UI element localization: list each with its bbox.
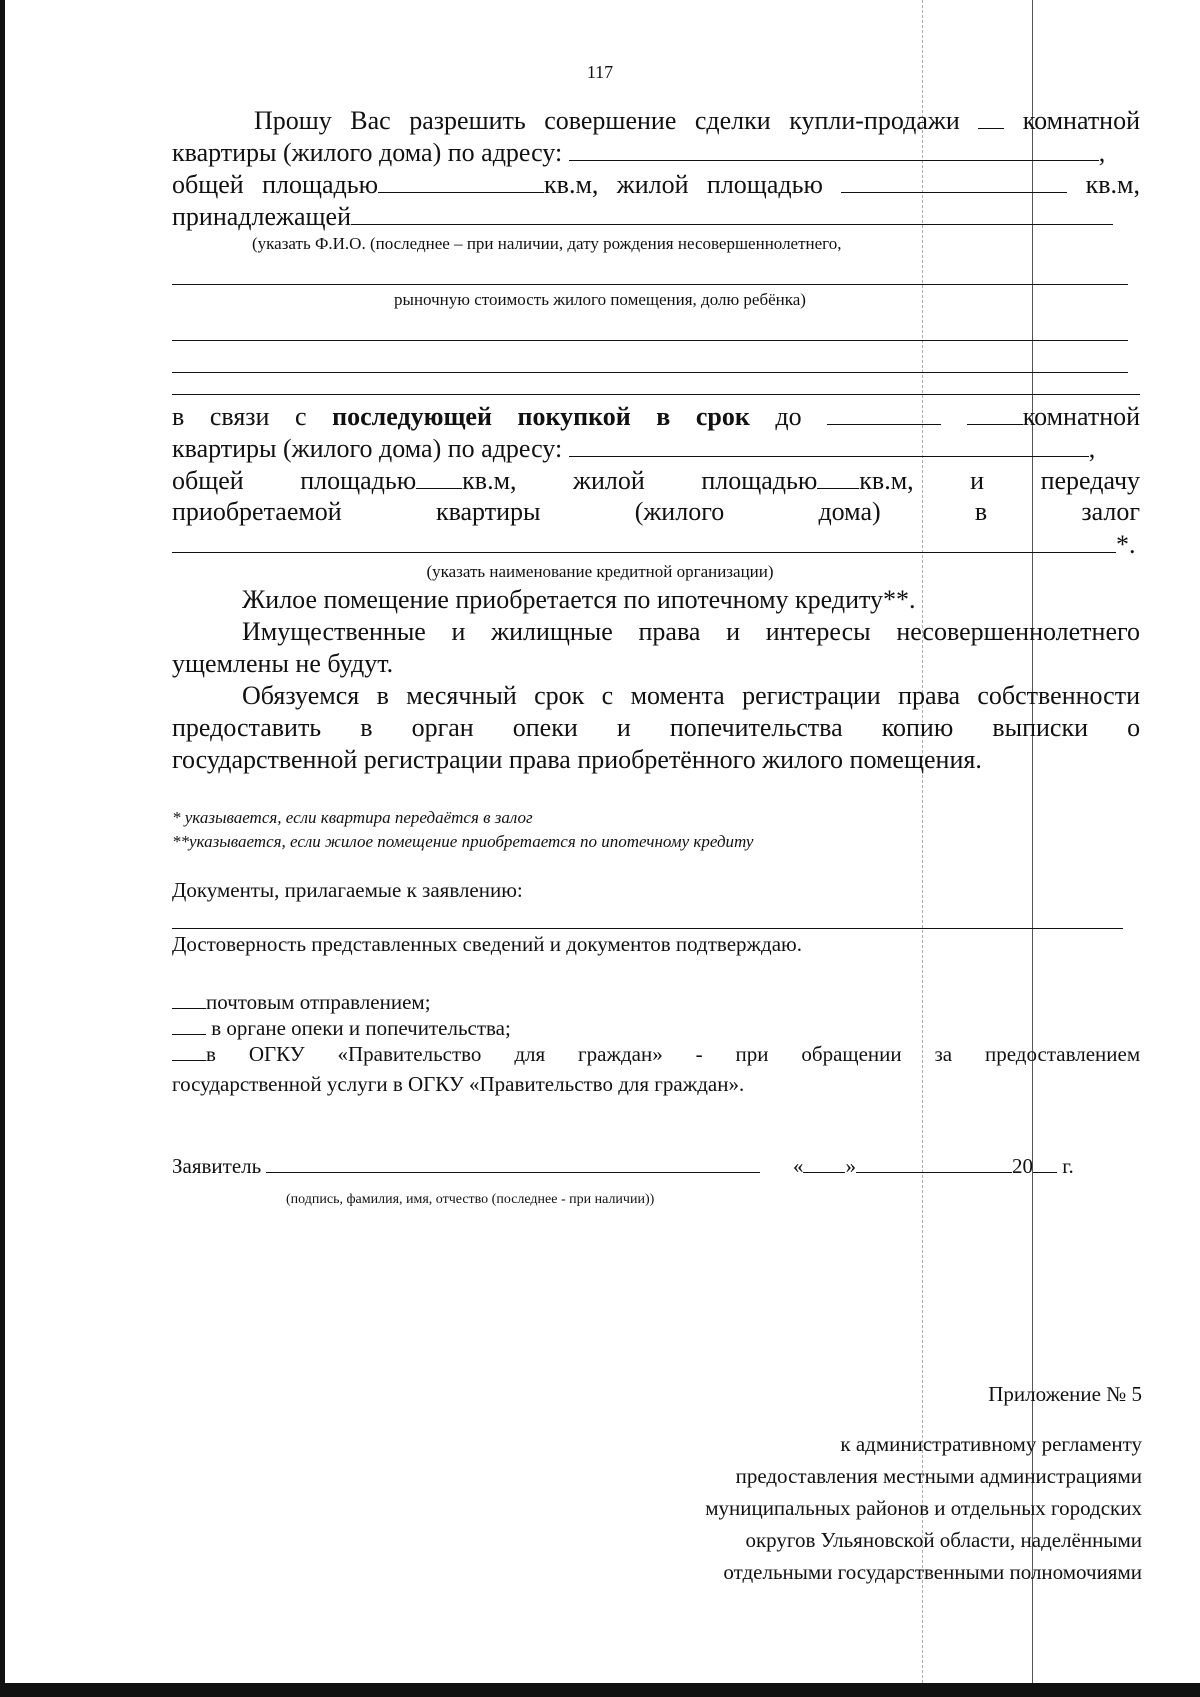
purchase-total-area-field[interactable] [416,464,462,489]
request-line-4: принадлежащей [172,200,1140,233]
purchase-line-3: общей площадью кв.м, жилой площадью кв.м, и передачу [172,466,1141,495]
delivery-option-ogku: в ОГКУ «Правительство для граждан» - при обращении за предоставлением [172,1042,1140,1067]
delivery-option-mail: почтовым отправлением; [172,990,431,1015]
year-field[interactable] [1033,1154,1057,1173]
appendix-line-1: к административному регламенту [840,1432,1142,1456]
page-border-left [0,0,5,1697]
rights-paragraph-line-1: Имущественные и жилищные права и интересы несовершеннолетнего [242,617,1141,646]
appendix-line-2: предоставления местными администрациями [735,1464,1142,1488]
obligation-paragraph-line-1: Обязуемся в месячный срок с момента регистрации права собственности [242,681,1141,710]
page-border-bottom [0,1683,1200,1697]
owner-field[interactable] [351,200,1113,225]
documents-label: Документы, прилагаемые к заявлению: [172,878,523,902]
mortgage-paragraph: Жилое помещение приобретается по ипотечному кредиту**. [242,585,916,614]
rooms-field[interactable] [978,104,1004,129]
footnote-1: * указывается, если квартира передаётся в залог [172,808,533,827]
living-area-field[interactable] [841,168,1067,193]
caption-credit-org: (указать наименование кредитной организации) [426,562,774,581]
footnote-2: **указывается, если жилое помещение приобретается по ипотечному кредиту [172,832,754,851]
appendix-line-4: округов Ульяновской области, наделёнными [745,1528,1142,1552]
purchase-line-5: *. [172,528,1140,561]
appendix-title: Приложение № 5 [988,1382,1142,1406]
obligation-paragraph-line-2: предоставить в орган опеки и попечительства копию выписки о [172,713,1141,742]
purchase-line-1: в связи с последующей покупкой в срок до комнатной [172,402,1141,431]
purchase-line-2: квартиры (жилого дома) по адресу: , [172,434,1096,463]
request-line-3: общей площадью кв.м, жилой площадью кв.м, [172,170,1141,199]
day-field[interactable] [803,1154,845,1173]
fill-line[interactable] [172,340,1128,341]
delivery-option-guardianship: в органе опеки и попечительства; [172,1016,511,1041]
signature-caption: (подпись, фамилия, имя, отчество (последнее - при наличии)) [286,1192,655,1207]
fill-line[interactable] [172,372,1128,373]
purchase-rooms-field[interactable] [967,400,1023,425]
documents-field[interactable] [172,928,1123,929]
fill-line[interactable] [172,284,1128,285]
obligation-paragraph-line-3: государственной регистрации права приобретённого жилого помещения. [172,745,982,774]
total-area-field[interactable] [378,168,544,193]
option-mark-field[interactable] [172,1016,206,1035]
confirmation-text: Достоверность представленных сведений и документов подтверждаю. [172,932,802,956]
purchase-date-field[interactable] [827,400,941,425]
purchase-living-area-field[interactable] [817,464,859,489]
page-number: 117 [586,62,614,82]
request-line-2: квартиры (жилого дома) по адресу: , [172,138,1106,167]
month-field[interactable] [856,1154,1012,1173]
delivery-option-ogku-cont: государственной услуги в ОГКУ «Правительство для граждан». [172,1072,745,1096]
signature-field[interactable] [266,1154,760,1173]
address-field[interactable] [569,136,1099,161]
appendix-line-3: муниципальных районов и отдельных городских [705,1496,1142,1520]
caption-market-value: рыночную стоимость жилого помещения, долю ребёнка) [394,290,806,309]
fill-line[interactable] [172,394,1140,395]
signature-line: Заявитель « » 20 г. [172,1154,1074,1178]
option-mark-field[interactable] [172,990,206,1009]
caption-owner-info: (указать Ф.И.О. (последнее – при наличии, дату рождения несовершеннолетнего, [252,234,842,253]
request-line-1: Прошу Вас разрешить совершение сделки купли-продажи комнатной [254,106,1141,135]
rights-paragraph-line-2: ущемлены не будут. [172,649,394,678]
appendix-line-5: отдельными государственными полномочиями [723,1560,1142,1584]
option-mark-field[interactable] [172,1042,206,1061]
credit-org-field[interactable] [172,528,1116,553]
purchase-line-4: приобретаемой квартиры (жилого дома) в залог [172,497,1141,526]
purchase-address-field[interactable] [569,432,1089,457]
